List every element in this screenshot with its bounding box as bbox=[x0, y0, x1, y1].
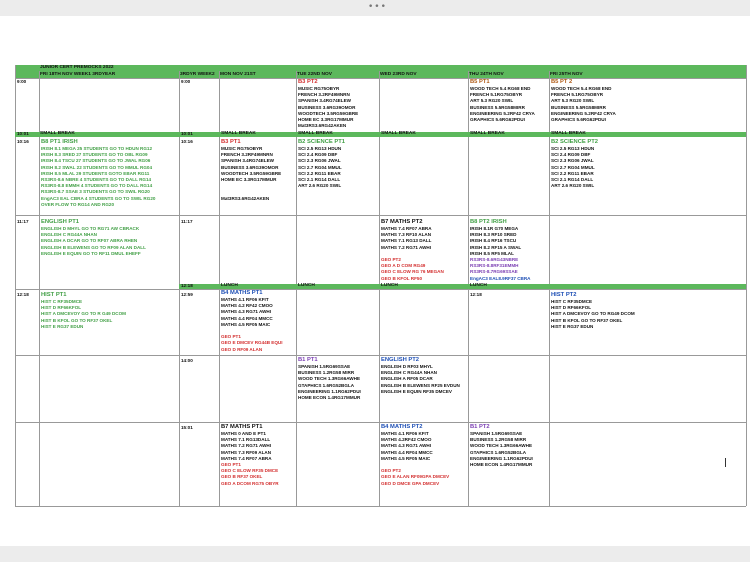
exam-line: SCI 2.5 RG13 HDUN bbox=[298, 146, 342, 151]
exam-line: BUSINESS 3.6RG39OMOR bbox=[298, 104, 356, 110]
exam-line: SPANISH 1.5RG69SSAE bbox=[298, 364, 351, 369]
exam-block-title: B2 SCIENCE PT2 bbox=[551, 139, 599, 145]
exam-line: MATHS 0 AND E PT1 bbox=[221, 431, 266, 436]
timetable-title: JUNIOR CERT PREMOCKS 2022 bbox=[40, 65, 114, 70]
exam-line: SCI 2.3 RG06 JWAL bbox=[298, 158, 341, 164]
exam-line: IRISH 8.2 RF15 A SWAL bbox=[470, 244, 522, 250]
spreadsheet-page bbox=[0, 16, 750, 546]
exam-line: IRISH 8.3 RF10 SRED bbox=[470, 232, 517, 238]
exam-block-thu-r6 bbox=[470, 424, 533, 468]
exam-block-title: ENGLISH PT2 bbox=[381, 357, 420, 363]
lunch-label: LUNCH bbox=[381, 283, 398, 288]
exam-line: Mat3RS3.6RG42AKEN bbox=[221, 195, 270, 201]
exam-block-fri-r1 bbox=[551, 79, 616, 123]
exam-line: MATHS 7.4 RF07 ABRA bbox=[381, 226, 432, 231]
exam-line: ART 5.3 RG20 SWIL bbox=[551, 98, 595, 104]
exam-line: GEO A D COM RG49 bbox=[381, 263, 426, 269]
exam-line: HOME EC 3.3RG17MMUR bbox=[298, 117, 354, 123]
exam-block-fri-r2 bbox=[551, 139, 598, 189]
exam-line: IRISH 8.4 RF16 TSCU bbox=[470, 238, 517, 244]
grid-line bbox=[15, 289, 746, 290]
exam-line: ENGLISH B ELEWENS RF25 EVDUN bbox=[381, 382, 460, 388]
exam-line: HIST E RG37 EDUN bbox=[551, 323, 594, 329]
exam-line: IRISH 8.5 MLAL 29 STUDENTS GOTO EBAR RG11 bbox=[41, 170, 150, 176]
exam-line: MATHS 4.4 RF04 MMCC bbox=[381, 449, 433, 455]
exam-line: MATHS 4.1 RF06 KFIT bbox=[381, 431, 429, 436]
exam-line: HIST A DMCEVOY GO TO R G49 DCOM bbox=[41, 311, 126, 317]
exam-line: GEO PT2 bbox=[381, 468, 401, 474]
exam-block-tue-r5 bbox=[298, 357, 361, 401]
exam-line: SCI 2.4 RG09 DBF bbox=[298, 152, 338, 158]
exam-block-title: B5 PT1 bbox=[470, 79, 490, 85]
window-top-bar bbox=[0, 0, 750, 16]
exam-line: SCI 2.2 RG11 EBAR bbox=[298, 170, 341, 176]
exam-line: HIST D RF66KFOL bbox=[41, 305, 82, 311]
time-label: 15:01 bbox=[181, 425, 193, 430]
exam-block-title: B8 PT1 IRISH bbox=[41, 139, 78, 145]
exam-line: MATHS 4.4 RF04 MMCC bbox=[221, 315, 273, 321]
exam-line: MUSIC RG75OBYR bbox=[221, 146, 263, 151]
exam-line: BUSINESS 1.2RG58 MIRR bbox=[470, 437, 527, 443]
grid-line bbox=[746, 65, 747, 506]
exam-block-mon-r6 bbox=[221, 424, 279, 487]
time-label: 11:17 bbox=[17, 219, 29, 224]
grid-line bbox=[15, 506, 746, 507]
exam-line: GEO B RF37 OKEL bbox=[221, 474, 263, 480]
exam-line: SCI 2.2 RG11 EBAR bbox=[551, 170, 594, 176]
small-break-label: SMALL BREAK bbox=[40, 131, 75, 136]
exam-line: MATHS 4.2RF42 CMOO bbox=[381, 437, 432, 443]
exam-block-title: B3 PT1 bbox=[221, 139, 241, 145]
lunch-label: LUNCH bbox=[298, 283, 315, 288]
exam-line: MUSIC RG75OBYR bbox=[298, 86, 340, 91]
time-label: 12:18 bbox=[181, 283, 193, 288]
time-label: 12:59 bbox=[181, 292, 193, 297]
exam-line: OVER FLOW TO RG14 AND RG20 bbox=[41, 201, 114, 207]
exam-block-fri18-r4 bbox=[41, 292, 126, 330]
small-break-label: SMALL BREAK bbox=[221, 131, 256, 136]
exam-line: MATHS 4.5 RF05 MAIC bbox=[381, 455, 431, 461]
exam-line: GEO C ELOW RG 76 MEGAN bbox=[381, 269, 444, 275]
exam-line: HOME ECON 1.4RG17MMUR bbox=[298, 395, 361, 401]
time-label: 12:18 bbox=[17, 292, 29, 297]
time-label: 9:00 bbox=[17, 79, 27, 84]
exam-line: GRAPHICS 5.6RG62PDUI bbox=[551, 117, 606, 123]
exam-block-tue-r2 bbox=[298, 139, 345, 189]
grid-line bbox=[15, 422, 746, 423]
exam-line: SCI 2.7 RG04 MMUL bbox=[551, 164, 595, 170]
exam-line: BUSINESS 5.5RG58MIRR bbox=[470, 104, 525, 110]
exam-line: MATHS 7.1 RG13DALL bbox=[221, 437, 271, 443]
header-thu-24: THU 24TH NOV bbox=[469, 72, 504, 77]
exam-block-wed-r5 bbox=[381, 357, 460, 395]
exam-line: Mat3RS3.6RG42AKEN bbox=[298, 123, 347, 129]
exam-line: HIST B KFOL GO TO RF37 OKEL bbox=[41, 317, 113, 323]
exam-line: MATHS 7.2 RG71 AWHI bbox=[381, 244, 432, 250]
exam-block-title: B7 MATHS PT1 bbox=[221, 424, 263, 430]
exam-line: SCI 2.5 RG13 HDUN bbox=[551, 146, 595, 151]
exam-block-title: B4 MATHS PT2 bbox=[381, 424, 423, 430]
exam-line: SCI 2.1 RG14 DALL bbox=[298, 177, 341, 183]
exam-line: IRISH 8.5 RF5 MLAL bbox=[470, 250, 514, 256]
exam-line: FRENCH 5.1RG75OBYR bbox=[551, 92, 604, 98]
exam-line: GTAPHICS 1.6RG52BGLA bbox=[470, 449, 527, 455]
exam-block-title: ENGLISH PT1 bbox=[41, 219, 80, 225]
exam-line: HIST C RF35DMCE bbox=[551, 299, 593, 304]
exam-line: IRISH 8.1R G70 MEGA bbox=[470, 226, 519, 231]
exam-block-wed-r6 bbox=[381, 424, 449, 487]
grid-line bbox=[15, 355, 746, 356]
exam-line: GEO PT2 bbox=[381, 257, 401, 262]
exam-block-title: B7 MATHS PT2 bbox=[381, 219, 423, 225]
time-label: 10:01 bbox=[181, 131, 193, 136]
exam-block-title: HIST PT1 bbox=[41, 292, 67, 298]
exam-line: HIST E RG37 EDUN bbox=[41, 323, 84, 329]
exam-block-mon-r4 bbox=[221, 290, 283, 353]
exam-line: RS3RS-8.7RG69SSAE bbox=[470, 269, 518, 275]
exam-line: BUSINESS 1.2RG58 MIRR bbox=[298, 370, 355, 376]
exam-line: HIST B KFOL GO TO RF37 OKEL bbox=[551, 317, 623, 323]
exam-line: HOME EC 3.3RG17MMUR bbox=[221, 177, 277, 183]
exam-line: FRENCH 3.2RF49MNRN bbox=[221, 152, 273, 158]
exam-line: RS3RS-8.8RF31EMMH bbox=[470, 263, 519, 269]
exam-line: FRENCH 5.1RG75OBYR bbox=[470, 92, 523, 98]
exam-line: IRISH 8.2 SWAL 22 STUDENTS GO TO MMUL RG04 bbox=[41, 164, 153, 170]
exam-line: MATHS 7.4 RF07 ABRA bbox=[221, 455, 272, 461]
exam-line: RS3RS-8.6 NBRE 4 STUDENTS GO TO DALL RG14 bbox=[41, 177, 152, 183]
exam-line: ENGLISH A DCAR GO TO RF07 ABRA RHEN bbox=[41, 238, 138, 244]
exam-line: MATHS 7.1 RG13 DALL bbox=[381, 238, 432, 244]
exam-line: FRENCH 3.2RF49MNRN bbox=[298, 92, 350, 98]
exam-line: EngAC3 EAL CBRA 4 STUDENTS GO TO SWIL RG20 bbox=[41, 195, 156, 201]
exam-line: ENGINEERING 1.1RG62PDUI bbox=[470, 455, 533, 461]
exam-line: HIST C RF35DMCE bbox=[41, 299, 83, 304]
header-mon-21: MON NOV 21ST bbox=[220, 72, 256, 77]
exam-line: ENGLISH B ELEWENS GO TO RF09 ALAN DALL bbox=[41, 244, 146, 250]
header-fri-25: FRI 25TH NOV bbox=[550, 72, 583, 77]
exam-line: GTAPHICS 1.6RG52BGLA bbox=[298, 382, 355, 388]
exam-line: MATHS 4.3 RG71 AWHI bbox=[221, 309, 272, 315]
time-label: 12:18 bbox=[470, 292, 482, 297]
exam-line: WOODTECH 3.5RG59GBRE bbox=[221, 170, 282, 176]
exam-block-wed-r3 bbox=[381, 219, 444, 282]
header-tue-22: TUE 22ND NOV bbox=[297, 72, 332, 77]
exam-line: MATHS 7.2 RG71 AWHI bbox=[221, 443, 272, 449]
exam-line: HIST D RF66KFOL bbox=[551, 305, 592, 311]
exam-block-fri18-r3 bbox=[41, 219, 146, 257]
time-label: 14:00 bbox=[181, 358, 193, 363]
exam-line: SPANISH 1.5RG69SSAE bbox=[470, 431, 523, 436]
small-break-label: SMALL BREAK bbox=[381, 131, 416, 136]
exam-block-tue-r1 bbox=[298, 79, 358, 129]
exam-block-title: B1 PT2 bbox=[470, 424, 490, 430]
exam-block-title: B4 MATHS PT1 bbox=[221, 290, 263, 296]
exam-block-fri18-r2 bbox=[41, 139, 155, 208]
exam-line: MATHS 4.2 RF42 CMOO bbox=[221, 303, 273, 309]
text-cursor-icon bbox=[725, 458, 726, 467]
time-label: 11:17 bbox=[181, 219, 193, 224]
exam-block-fri-r4 bbox=[551, 292, 635, 330]
exam-line: GEO PT1 bbox=[221, 334, 241, 340]
exam-line: ENGLISH E EQUIN RF35 DMCEV bbox=[381, 388, 452, 394]
exam-line: WOOD TECH 1.3RG66AWHE bbox=[298, 376, 361, 382]
small-break-label: SMALL BREAK bbox=[551, 131, 586, 136]
lunch-label: LUNCH bbox=[221, 283, 238, 288]
exam-line: IRISH 8.3 SRED 27 STUDENTS GO TO OBL RG09 bbox=[41, 152, 148, 158]
exam-block-title: HIST PT2 bbox=[551, 292, 577, 298]
more-options-icon[interactable]: ••• bbox=[368, 2, 387, 12]
exam-line: RS3RS-8.7 SSAE 3 STUDENTS GO TO SWIL RG20 bbox=[41, 189, 150, 195]
exam-line: MATHS 4.5 RF05 MAIC bbox=[221, 321, 271, 327]
exam-line: HIST A DMCEVOY GO TO RG49 DCOM bbox=[551, 311, 635, 317]
header-fri-18: FRI 18TH NOV WEEK1 3RDYEAR bbox=[40, 72, 116, 77]
small-break-label: SMALL BREAK bbox=[298, 131, 333, 136]
header-wed-23: WED 23RD NOV bbox=[380, 72, 417, 77]
exam-line: GEO A DCOM RG75 OBYR bbox=[221, 480, 279, 486]
exam-block-title: B8 PT2 IRISH bbox=[470, 219, 507, 225]
exam-block-mon-r2 bbox=[221, 139, 281, 202]
exam-line: ENGINEERING 1.1RG62PDUI bbox=[298, 388, 361, 394]
exam-line: ART 2.6 RG20 SWIL bbox=[298, 183, 342, 189]
exam-line: GEO E DMCEV RG44B EQUI bbox=[221, 340, 283, 346]
exam-line: ENGINEERING 5.2RF42 CRYA bbox=[470, 110, 535, 116]
time-label: 9:00 bbox=[181, 79, 191, 84]
exam-line: BUSINESS 5.5RG58MIRR bbox=[551, 104, 606, 110]
exam-line: WOODTECH 3.5RG59GBRE bbox=[298, 110, 359, 116]
exam-line: ENGLISH C RG44A NHAN bbox=[41, 232, 97, 238]
exam-line: SCI 2.3 RG06 JWAL bbox=[551, 158, 594, 164]
time-label: 10:16 bbox=[181, 139, 193, 144]
exam-line: RS3RS-8.8 EMMH 4 STUDENTS GO TO DALL RG14 bbox=[41, 183, 153, 189]
exam-line: MATHS 4.1 RF06 KFIT bbox=[221, 297, 269, 302]
header-week2: 3RDYR WEEK2 bbox=[180, 72, 215, 77]
exam-block-title: B1 PT1 bbox=[298, 357, 318, 363]
exam-line: GEO C ELOW RF35 DMCE bbox=[221, 468, 279, 474]
exam-line: IRISH 8.1 MEGA 25 STUDENTS GO TO HDUN RG12 bbox=[41, 146, 153, 151]
exam-line: GEO B KFOL RF50 bbox=[381, 275, 423, 281]
exam-line: MATHS 4.3 RG71 AWHI bbox=[381, 443, 432, 449]
exam-line: WOOD TECH 1.3RG66AWHE bbox=[470, 443, 533, 449]
grid-line bbox=[15, 78, 746, 79]
small-break-label: SMALL BREAK bbox=[470, 131, 505, 136]
exam-line: SCI 2.7 RG04 MMUL bbox=[298, 164, 342, 170]
exam-line: GEO PT1 bbox=[221, 462, 241, 468]
exam-line: ENGINEERING 5.2RF42 CRYA bbox=[551, 110, 616, 116]
exam-line: HOME ECON 1.4RG17MMUR bbox=[470, 462, 533, 468]
exam-line: BUSINESS 3.6RG39OMOR bbox=[221, 164, 279, 170]
exam-line: ENGLISH D MHYL GO TO RG71 AW CBRACK bbox=[41, 226, 140, 231]
exam-block-title: B5 PT 2 bbox=[551, 79, 573, 85]
exam-line: GRAPHICS 5.6RG62PDUI bbox=[470, 117, 525, 123]
exam-line: WOOD TECH 5.4 RG68 END bbox=[551, 86, 612, 91]
exam-line: GEO E ALAN RF09GPA DMCEV bbox=[381, 474, 450, 480]
exam-line: MATHS 7.3 RF10 ALAN bbox=[381, 232, 432, 238]
exam-line: ENGLISH A RF05 DCAR bbox=[381, 376, 433, 382]
lunch-label: LUNCH bbox=[470, 283, 487, 288]
exam-block-title: B3 PT2 bbox=[298, 79, 318, 85]
exam-line: SPANISH 3.4RG74ELEW bbox=[298, 98, 352, 104]
exam-block-thu-r1 bbox=[470, 79, 535, 123]
time-label: 10:16 bbox=[17, 139, 29, 144]
exam-line: SPANISH 3.4RG74ELEW bbox=[221, 158, 275, 164]
exam-line: WOOD TECH 5.4 RG68 END bbox=[470, 86, 531, 91]
exam-line: SCI 2.1 RG14 DALL bbox=[551, 177, 594, 183]
exam-line: EngAC3 EAL8.9RF37 CBRA bbox=[470, 275, 531, 281]
time-label: 10:01 bbox=[17, 131, 29, 136]
exam-line: SCI 2.4 RG09 DBF bbox=[551, 152, 591, 158]
exam-line: ART 5.3 RG20 SWIL bbox=[470, 98, 514, 104]
exam-line: ART 2.6 RG20 SWIL bbox=[551, 183, 595, 189]
exam-line: GEO D DMCE GPA DMCEV bbox=[381, 480, 440, 486]
exam-block-title: B2 SCIENCE PT1 bbox=[298, 139, 346, 145]
exam-line: ENGLISH D RF03 MHYL bbox=[381, 364, 433, 369]
exam-line: ENGLISH E EQUIN GO TO RF11 DMUL EHEFF bbox=[41, 250, 141, 256]
exam-line: GEO D RF09 ALAN bbox=[221, 346, 263, 352]
exam-line: MATHS 7.3 RF09 ALAN bbox=[221, 449, 272, 455]
grid-line bbox=[15, 215, 746, 216]
exam-line: RS3RS-8.6RG43NBRE bbox=[470, 257, 519, 263]
exam-block-thu-r3 bbox=[470, 219, 531, 282]
exam-line: ENGLISH C RG44A NHAN bbox=[381, 370, 437, 376]
exam-line: IRISH 8.4 TSCU 27 STUDENTS GO TO JWAL RG06 bbox=[41, 158, 151, 164]
